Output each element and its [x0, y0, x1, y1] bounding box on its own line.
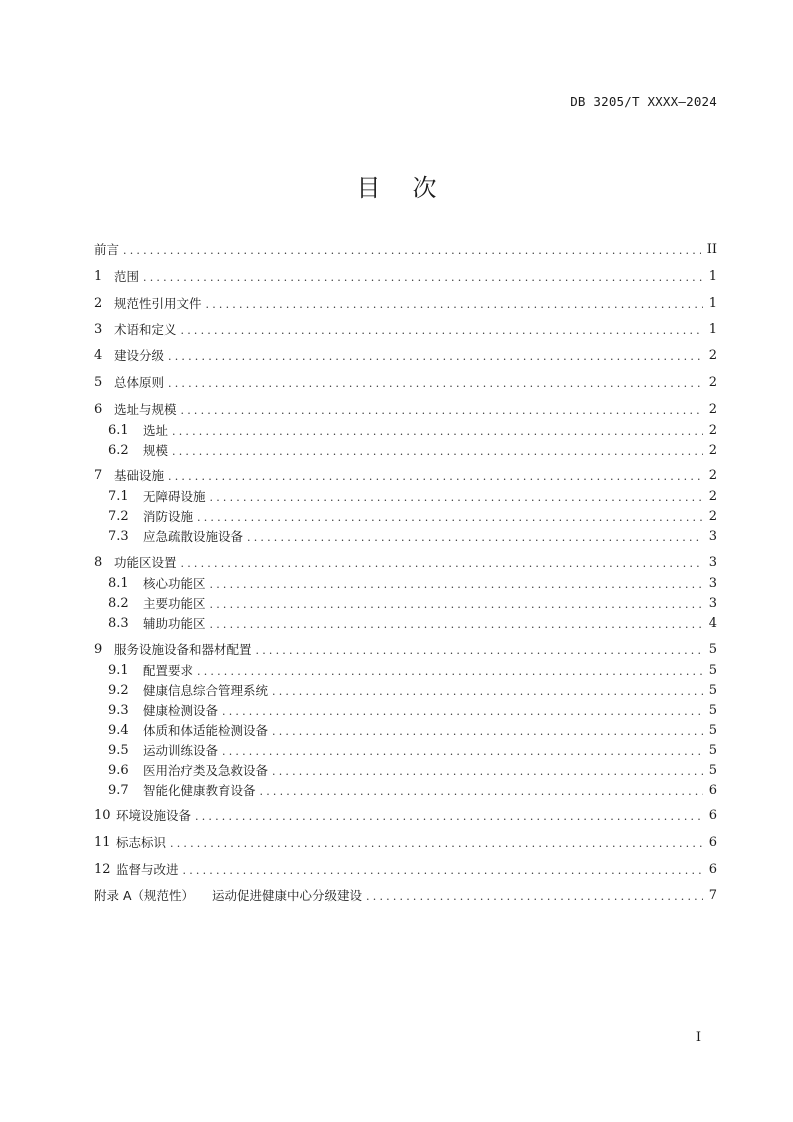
toc-leader-dots: [181, 322, 703, 340]
toc-page-number: 5: [708, 642, 717, 657]
toc-page-number: 3: [708, 596, 717, 611]
toc-section-number: 9.2: [108, 683, 129, 698]
toc-page-number: 5: [708, 683, 717, 698]
toc-page-number: 5: [708, 703, 717, 718]
toc-entry-10[interactable]: [94, 807, 717, 825]
toc-page-number: 4: [708, 616, 717, 631]
toc-entry-2[interactable]: [94, 295, 717, 313]
toc-leader-dots: [366, 888, 703, 906]
toc-page-number: 6: [708, 808, 717, 823]
toc-section-number: 8.2: [108, 596, 129, 611]
toc-leader-dots: [272, 683, 703, 701]
toc-page-number: 5: [708, 763, 717, 778]
toc-section-number: 6.2: [108, 443, 129, 458]
toc-leader-dots: [210, 616, 703, 634]
toc-section-number: 7.1: [108, 489, 129, 504]
toc-entry-title: 核心功能区: [143, 576, 206, 591]
toc-section-number: 12: [94, 862, 111, 877]
toc-entry-4[interactable]: [94, 347, 717, 365]
toc-page-number: 3: [708, 576, 717, 591]
toc-page-number: 2: [708, 468, 717, 483]
toc-section-number: 8: [94, 555, 103, 570]
toc-leader-dots: [172, 443, 703, 461]
toc-section-number: 7: [94, 468, 103, 483]
toc-entry-5[interactable]: [94, 374, 717, 392]
toc-leader-dots: [170, 835, 703, 853]
toc-entry-title: 服务设施设备和器材配置: [114, 642, 252, 657]
document-code: DB 3205/T XXXX—2024: [570, 94, 717, 109]
toc-entry-title: 运动训练设备: [143, 743, 219, 758]
toc-entry-1[interactable]: [94, 268, 717, 286]
toc-page-number: 7: [708, 888, 717, 903]
toc-entry-title: 选址: [143, 423, 169, 438]
toc-entry-title: 应急疏散设施设备: [143, 529, 244, 544]
toc-leader-dots: [222, 703, 703, 721]
toc-section-number: 8.3: [108, 616, 129, 631]
toc-section-number: 5: [94, 375, 103, 390]
toc-entry-6-2[interactable]: [108, 442, 717, 460]
toc-page-number: 6: [708, 862, 717, 877]
toc-entry-9-3[interactable]: [108, 702, 717, 720]
toc-section-number: 6.1: [108, 423, 129, 438]
toc-leader-dots: [123, 242, 701, 260]
toc-entry-title: 规范性引用文件: [114, 296, 202, 311]
toc-page-number: 2: [708, 348, 717, 363]
toc-section-number: 4: [94, 348, 103, 363]
toc-section-number: 8.1: [108, 576, 129, 591]
toc-entry-title: 医用治疗类及急救设备: [143, 763, 269, 778]
toc-section-number: 9: [94, 642, 103, 657]
toc-section-number: 11: [94, 835, 111, 850]
toc-entry-title: 辅助功能区: [143, 616, 206, 631]
toc-leader-dots: [222, 743, 703, 761]
toc-entry-9-2[interactable]: [108, 682, 717, 700]
toc-page-number: 1: [708, 322, 717, 337]
toc-page-number: 2: [708, 509, 717, 524]
toc-page-number: 2: [708, 375, 717, 390]
toc-entry-title: 术语和定义: [114, 322, 177, 337]
toc-leader-dots: [168, 348, 703, 366]
toc-entry-11[interactable]: [94, 834, 717, 852]
toc-section-number: 1: [94, 269, 103, 284]
toc-section-number: 7.2: [108, 509, 129, 524]
toc-leader-dots: [195, 808, 703, 826]
toc-entry-7-1[interactable]: [108, 488, 717, 506]
toc-entry-title: 智能化健康教育设备: [143, 783, 256, 798]
toc-entry-8-2[interactable]: [108, 595, 717, 613]
toc-leader-dots: [247, 529, 703, 547]
toc-entry-title: 体质和体适能检测设备: [143, 723, 269, 738]
toc-entry-3[interactable]: [94, 321, 717, 339]
toc-entry-title: 基础设施: [114, 468, 165, 483]
toc-section-number: 3: [94, 322, 103, 337]
toc-page-number: 5: [708, 723, 717, 738]
toc-entry-appendix-a[interactable]: [94, 887, 717, 905]
toc-page-number: 3: [708, 529, 717, 544]
toc-entry-title: 选址与规模: [114, 402, 177, 417]
toc-entry-title: 总体原则: [114, 375, 165, 390]
toc-leader-dots: [256, 642, 703, 660]
toc-page-number: II: [706, 242, 717, 257]
toc-entry-8[interactable]: [94, 554, 717, 572]
toc-leader-dots: [181, 555, 703, 573]
toc-section-number: 9.6: [108, 763, 129, 778]
toc-appendix-label: 附录 A（规范性）: [94, 888, 195, 903]
toc-entry-title: 前言: [94, 242, 120, 257]
toc-leader-dots: [210, 596, 703, 614]
toc-leader-dots: [206, 296, 703, 314]
toc-page-number: 2: [708, 423, 717, 438]
toc-leader-dots: [168, 468, 703, 486]
toc-leader-dots: [197, 509, 703, 527]
toc-leader-dots: [183, 862, 703, 880]
toc-entry-title: 范围: [114, 269, 140, 284]
toc-page-number: 6: [708, 783, 717, 798]
toc-entry-title: 配置要求: [143, 663, 194, 678]
toc-section-number: 6: [94, 402, 103, 417]
toc-entry-7-2[interactable]: [108, 508, 717, 526]
toc-leader-dots: [272, 763, 703, 781]
toc-entry-6[interactable]: [94, 401, 717, 419]
toc-page-number: 1: [708, 296, 717, 311]
toc-entry-9-5[interactable]: [108, 742, 717, 760]
toc-section-number: 2: [94, 296, 103, 311]
toc-entry-7-3[interactable]: [108, 528, 717, 546]
toc-leader-dots: [260, 783, 703, 801]
toc-section-number: 10: [94, 808, 111, 823]
toc-leader-dots: [168, 375, 703, 393]
toc-entry-7[interactable]: [94, 467, 717, 485]
toc-leader-dots: [181, 402, 703, 420]
toc-page-number: 6: [708, 835, 717, 850]
toc-page-number: 1: [708, 269, 717, 284]
toc-entry-title: 规模: [143, 443, 169, 458]
toc-entry-6-1[interactable]: [108, 422, 717, 440]
toc-entry-title: 无障碍设施: [143, 489, 206, 504]
toc-entry-8-3[interactable]: [108, 615, 717, 633]
toc-section-number: 9.7: [108, 783, 129, 798]
toc-entry-title: 监督与改进: [116, 862, 179, 877]
toc-page-number: 5: [708, 663, 717, 678]
toc-section-number: 9.1: [108, 663, 129, 678]
toc-page-number: 5: [708, 743, 717, 758]
toc-entry-title: 建设分级: [114, 348, 165, 363]
toc-leader-dots: [272, 723, 703, 741]
toc-leader-dots: [210, 576, 703, 594]
toc-entry-title: 功能区设置: [114, 555, 177, 570]
toc-section-number: 9.4: [108, 723, 129, 738]
toc-page-number: 2: [708, 402, 717, 417]
toc-entry-title: 主要功能区: [143, 596, 206, 611]
toc-leader-dots: [172, 423, 703, 441]
toc-entry-title: 环境设施设备: [116, 808, 192, 823]
toc-entry-9-1[interactable]: [108, 662, 717, 680]
toc-entry-9-4[interactable]: [108, 722, 717, 740]
toc-entry-title: 运动促进健康中心分级建设: [212, 888, 363, 903]
toc-section-number: 9.5: [108, 743, 129, 758]
toc-entry-title: 健康信息综合管理系统: [143, 683, 269, 698]
toc-page-number: 3: [708, 555, 717, 570]
toc-entry-foreword[interactable]: [94, 241, 717, 259]
toc-entry-12[interactable]: [94, 861, 717, 879]
toc-section-number: 7.3: [108, 529, 129, 544]
toc-entry-9-6[interactable]: [108, 762, 717, 780]
toc-section-number: 9.3: [108, 703, 129, 718]
page-number: I: [695, 1030, 701, 1045]
toc-page-number: 2: [708, 443, 717, 458]
toc-leader-dots: [197, 663, 703, 681]
toc-entry-title: 标志标识: [116, 835, 167, 850]
toc-page-number: 2: [708, 489, 717, 504]
toc-entry-title: 健康检测设备: [143, 703, 219, 718]
toc-leader-dots: [143, 269, 703, 287]
toc-leader-dots: [210, 489, 703, 507]
toc-entry-9[interactable]: [94, 641, 717, 659]
toc-entry-title: 消防设施: [143, 509, 194, 524]
toc-entry-9-7[interactable]: [108, 782, 717, 800]
toc-entry-8-1[interactable]: [108, 575, 717, 593]
page-title: 目次: [356, 174, 469, 202]
